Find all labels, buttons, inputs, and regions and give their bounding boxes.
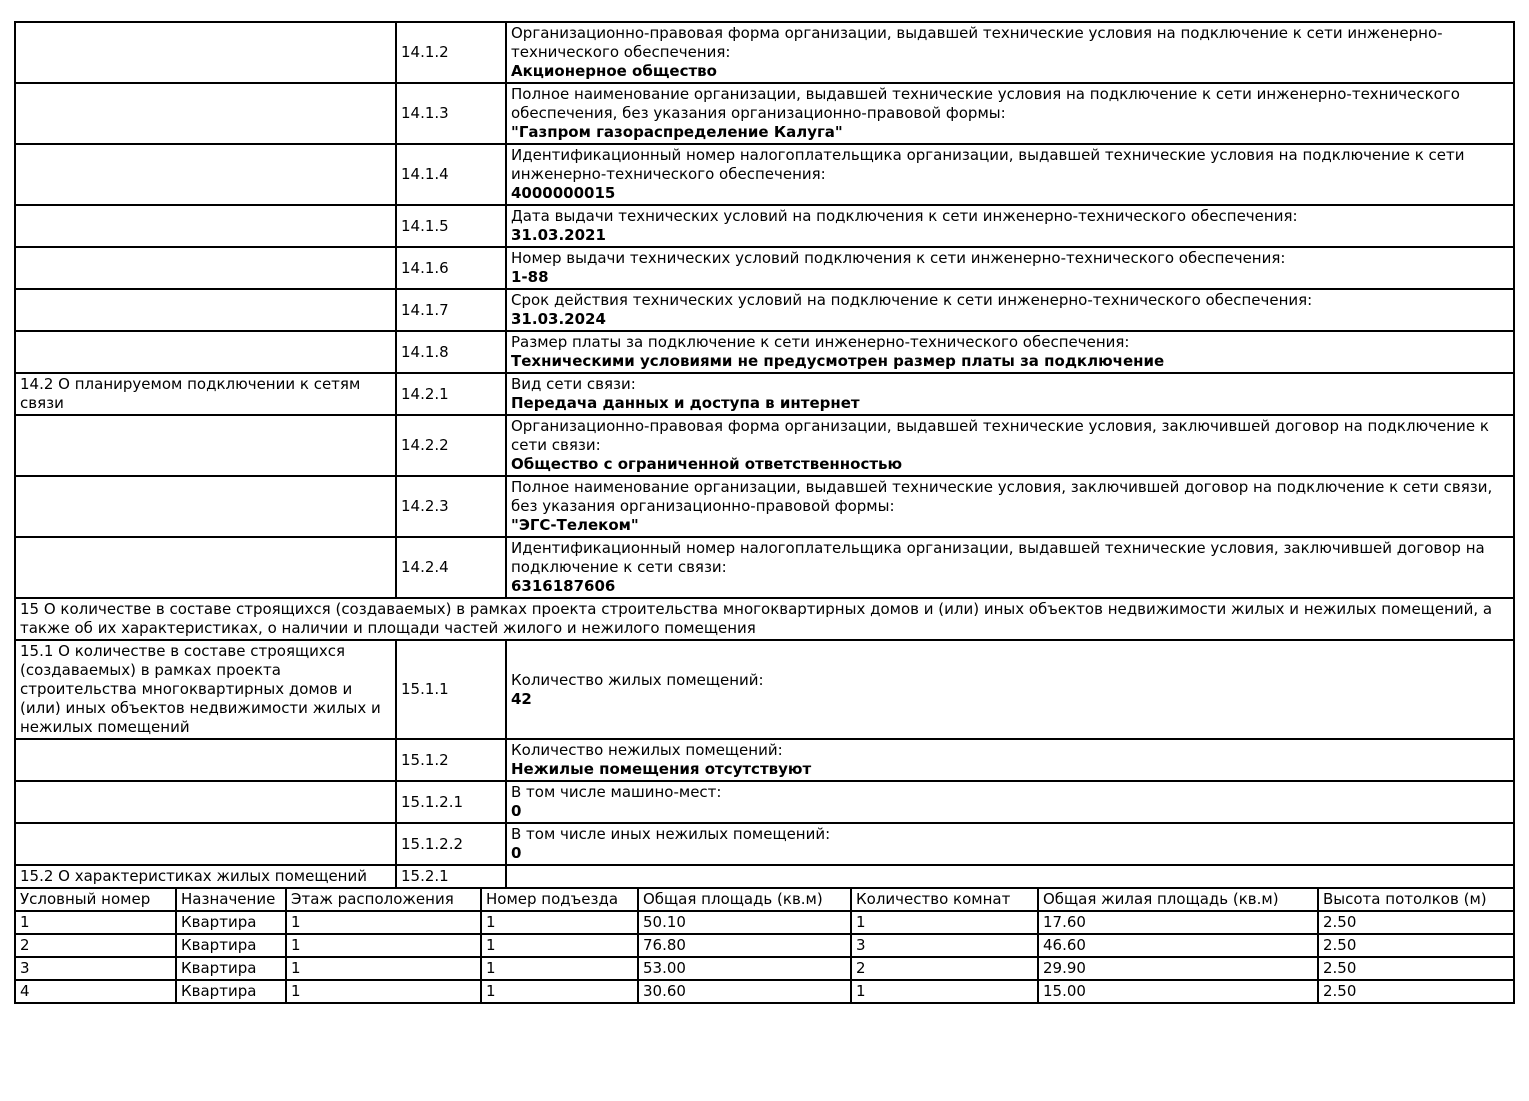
table-row bbox=[15, 22, 1514, 83]
apartment-cell: 1 bbox=[481, 934, 638, 957]
declaration-table bbox=[14, 21, 1515, 889]
table-row bbox=[15, 640, 1514, 739]
table-row bbox=[15, 957, 1514, 980]
value-cell bbox=[506, 205, 1514, 247]
apartments-header-cell: Общая жилая площадь (кв.м) bbox=[1038, 888, 1318, 911]
section-cell: 14.2 О планируемом подключении к сетям связи bbox=[15, 373, 396, 415]
apartment-cell: 1 bbox=[481, 980, 638, 1003]
code-cell: 15.1.1 bbox=[396, 640, 506, 739]
field-label: Количество нежилых помещений: bbox=[511, 741, 783, 759]
code-cell: 14.1.6 bbox=[396, 247, 506, 289]
code-cell: 14.1.4 bbox=[396, 144, 506, 205]
apartments-header-row bbox=[15, 888, 1514, 911]
value-cell bbox=[506, 22, 1514, 83]
apartment-cell: Квартира bbox=[176, 957, 286, 980]
apartment-cell: 1 bbox=[286, 980, 481, 1003]
code-cell: 14.2.2 bbox=[396, 415, 506, 476]
value-cell bbox=[506, 373, 1514, 415]
field-value: Передача данных и доступа в интернет bbox=[511, 394, 860, 412]
apartment-cell: 2 bbox=[851, 957, 1038, 980]
code-cell: 14.2.4 bbox=[396, 537, 506, 598]
value-cell bbox=[506, 823, 1514, 865]
field-value: Акционерное общество bbox=[511, 62, 717, 80]
apartments-table bbox=[14, 887, 1515, 1004]
field-value: 0 bbox=[511, 802, 522, 820]
table-row bbox=[15, 83, 1514, 144]
field-value: 4000000015 bbox=[511, 184, 616, 202]
value-cell bbox=[506, 83, 1514, 144]
value-cell bbox=[506, 331, 1514, 373]
value-cell bbox=[506, 640, 1514, 739]
table-row bbox=[15, 911, 1514, 934]
section-cell bbox=[15, 144, 396, 205]
apartments-header-cell: Высота потолков (м) bbox=[1318, 888, 1514, 911]
field-label: Срок действия технических условий на подключение к сети инженерно-технического обеспечения: bbox=[511, 291, 1313, 309]
apartment-cell: 3 bbox=[851, 934, 1038, 957]
section-cell bbox=[15, 476, 396, 537]
field-label: Организационно-правовая форма организации, выдавшей технические условия на подключение к сети инженерно-технического обеспечения: bbox=[511, 24, 1443, 61]
field-label: Количество жилых помещений: bbox=[511, 670, 764, 689]
section-cell bbox=[15, 205, 396, 247]
field-label: Полное наименование организации, выдавшей технические условия, заключившей договор на подключение к сети связи, без указания организационно-правовой формы: bbox=[511, 478, 1493, 515]
code-cell: 14.1.2 bbox=[396, 22, 506, 83]
field-label: Размер платы за подключение к сети инженерно-технического обеспечения: bbox=[511, 333, 1130, 351]
project-declaration-document bbox=[14, 21, 1513, 1004]
value-cell bbox=[506, 537, 1514, 598]
apartment-cell: 1 bbox=[851, 980, 1038, 1003]
section-cell: 15.1 О количестве в составе строящихся (создаваемых) в рамках проекта строительства многоквартирных домов и (или) иных объектов недвижимости жилых и нежилых помещений bbox=[15, 640, 396, 739]
apartment-cell: 1 bbox=[851, 911, 1038, 934]
value-cell bbox=[506, 289, 1514, 331]
field-value: Общество с ограниченной ответственностью bbox=[511, 455, 903, 473]
apartment-cell: 1 bbox=[286, 911, 481, 934]
field-value: Нежилые помещения отсутствуют bbox=[511, 760, 812, 778]
table-row bbox=[15, 205, 1514, 247]
apartment-cell: 2.50 bbox=[1318, 980, 1514, 1003]
apartments-header-cell: Этаж расположения bbox=[286, 888, 481, 911]
field-label: Идентификационный номер налогоплательщика организации, выдавшей технические условия, заключившей договор на подключение к сети связи: bbox=[511, 539, 1485, 576]
apartment-cell: 1 bbox=[481, 957, 638, 980]
section-cell bbox=[15, 22, 396, 83]
field-label: Идентификационный номер налогоплательщика организации, выдавшей технические условия на подключение к сети инженерно-технического обеспечения: bbox=[511, 146, 1465, 183]
apartment-cell: 30.60 bbox=[638, 980, 851, 1003]
field-value: 42 bbox=[511, 689, 532, 708]
field-label: Вид сети связи: bbox=[511, 375, 636, 393]
field-value: Техническими условиями не предусмотрен размер платы за подключение bbox=[511, 352, 1165, 370]
table-row bbox=[15, 934, 1514, 957]
table-row bbox=[15, 331, 1514, 373]
code-cell: 14.1.7 bbox=[396, 289, 506, 331]
code-cell: 14.2.3 bbox=[396, 476, 506, 537]
code-cell: 14.1.3 bbox=[396, 83, 506, 144]
section-cell bbox=[15, 83, 396, 144]
apartments-header-cell: Назначение bbox=[176, 888, 286, 911]
table-row bbox=[15, 781, 1514, 823]
field-label: Дата выдачи технических условий на подключения к сети инженерно-технического обеспечения: bbox=[511, 207, 1298, 225]
field-value: 1-88 bbox=[511, 268, 549, 286]
apartments-header-cell: Общая площадь (кв.м) bbox=[638, 888, 851, 911]
section-cell: 15.2 О характеристиках жилых помещений bbox=[15, 865, 396, 888]
apartment-cell: 2.50 bbox=[1318, 911, 1514, 934]
code-cell: 15.1.2 bbox=[396, 739, 506, 781]
field-label: Номер выдачи технических условий подключения к сети инженерно-технического обеспечения: bbox=[511, 249, 1286, 267]
apartment-cell: 4 bbox=[15, 980, 176, 1003]
section-cell bbox=[15, 781, 396, 823]
apartment-cell: 46.60 bbox=[1038, 934, 1318, 957]
apartment-cell: 1 bbox=[286, 934, 481, 957]
apartment-cell: 76.80 bbox=[638, 934, 851, 957]
apartment-cell: Квартира bbox=[176, 911, 286, 934]
apartment-cell: 2 bbox=[15, 934, 176, 957]
apartment-cell: Квартира bbox=[176, 934, 286, 957]
field-label: В том числе иных нежилых помещений: bbox=[511, 825, 831, 843]
apartment-cell: 1 bbox=[481, 911, 638, 934]
apartment-cell: 53.00 bbox=[638, 957, 851, 980]
field-value: 31.03.2024 bbox=[511, 310, 606, 328]
section-cell bbox=[15, 739, 396, 781]
apartment-cell: 2.50 bbox=[1318, 934, 1514, 957]
value-cell bbox=[506, 865, 1514, 888]
apartment-cell: 50.10 bbox=[638, 911, 851, 934]
section-cell bbox=[15, 331, 396, 373]
section-cell bbox=[15, 247, 396, 289]
apartment-cell: 1 bbox=[286, 957, 481, 980]
section-cell bbox=[15, 289, 396, 331]
field-label: Организационно-правовая форма организации, выдавшей технические условия, заключившей договор на подключение к сети связи: bbox=[511, 417, 1489, 454]
code-cell: 14.2.1 bbox=[396, 373, 506, 415]
section-cell bbox=[15, 415, 396, 476]
code-cell: 15.2.1 bbox=[396, 865, 506, 888]
table-row bbox=[15, 144, 1514, 205]
value-cell bbox=[506, 476, 1514, 537]
apartment-cell: 1 bbox=[15, 911, 176, 934]
value-cell bbox=[506, 144, 1514, 205]
apartments-header-cell: Номер подъезда bbox=[481, 888, 638, 911]
apartments-header-cell: Условный номер bbox=[15, 888, 176, 911]
table-row bbox=[15, 980, 1514, 1003]
value-cell bbox=[506, 781, 1514, 823]
apartment-cell: 3 bbox=[15, 957, 176, 980]
field-value: "ЭГС-Телеком" bbox=[511, 516, 639, 534]
code-cell: 14.1.5 bbox=[396, 205, 506, 247]
apartments-header-cell: Количество комнат bbox=[851, 888, 1038, 911]
table-row bbox=[15, 823, 1514, 865]
field-value: 6316187606 bbox=[511, 577, 616, 595]
table-row bbox=[15, 865, 1514, 888]
apartment-cell: 15.00 bbox=[1038, 980, 1318, 1003]
apartment-cell: 2.50 bbox=[1318, 957, 1514, 980]
code-cell: 14.1.8 bbox=[396, 331, 506, 373]
table-row bbox=[15, 247, 1514, 289]
apartment-cell: 29.90 bbox=[1038, 957, 1318, 980]
code-cell: 15.1.2.2 bbox=[396, 823, 506, 865]
table-row bbox=[15, 373, 1514, 415]
table-row bbox=[15, 537, 1514, 598]
section-15-header: 15 О количестве в составе строящихся (создаваемых) в рамках проекта строительства многоквартирных домов и (или) иных объектов недвижимости жилых и нежилых помещений, а также об их характеристиках, о наличии и площади частей жилого и нежилого помещения bbox=[15, 598, 1514, 640]
field-value: 31.03.2021 bbox=[511, 226, 606, 244]
apartment-cell: Квартира bbox=[176, 980, 286, 1003]
value-cell bbox=[506, 739, 1514, 781]
value-cell bbox=[506, 415, 1514, 476]
field-value: 0 bbox=[511, 844, 522, 862]
table-row bbox=[15, 598, 1514, 640]
code-cell: 15.1.2.1 bbox=[396, 781, 506, 823]
table-row bbox=[15, 415, 1514, 476]
field-label: Полное наименование организации, выдавшей технические условия на подключение к сети инженерно-технического обеспечения, без указания организационно-правовой формы: bbox=[511, 85, 1460, 122]
section-cell bbox=[15, 537, 396, 598]
table-row bbox=[15, 476, 1514, 537]
section-cell bbox=[15, 823, 396, 865]
table-row bbox=[15, 739, 1514, 781]
apartment-cell: 17.60 bbox=[1038, 911, 1318, 934]
value-cell bbox=[506, 247, 1514, 289]
table-row bbox=[15, 289, 1514, 331]
field-value: "Газпром газораспределение Калуга" bbox=[511, 123, 843, 141]
field-label: В том числе машино-мест: bbox=[511, 783, 722, 801]
